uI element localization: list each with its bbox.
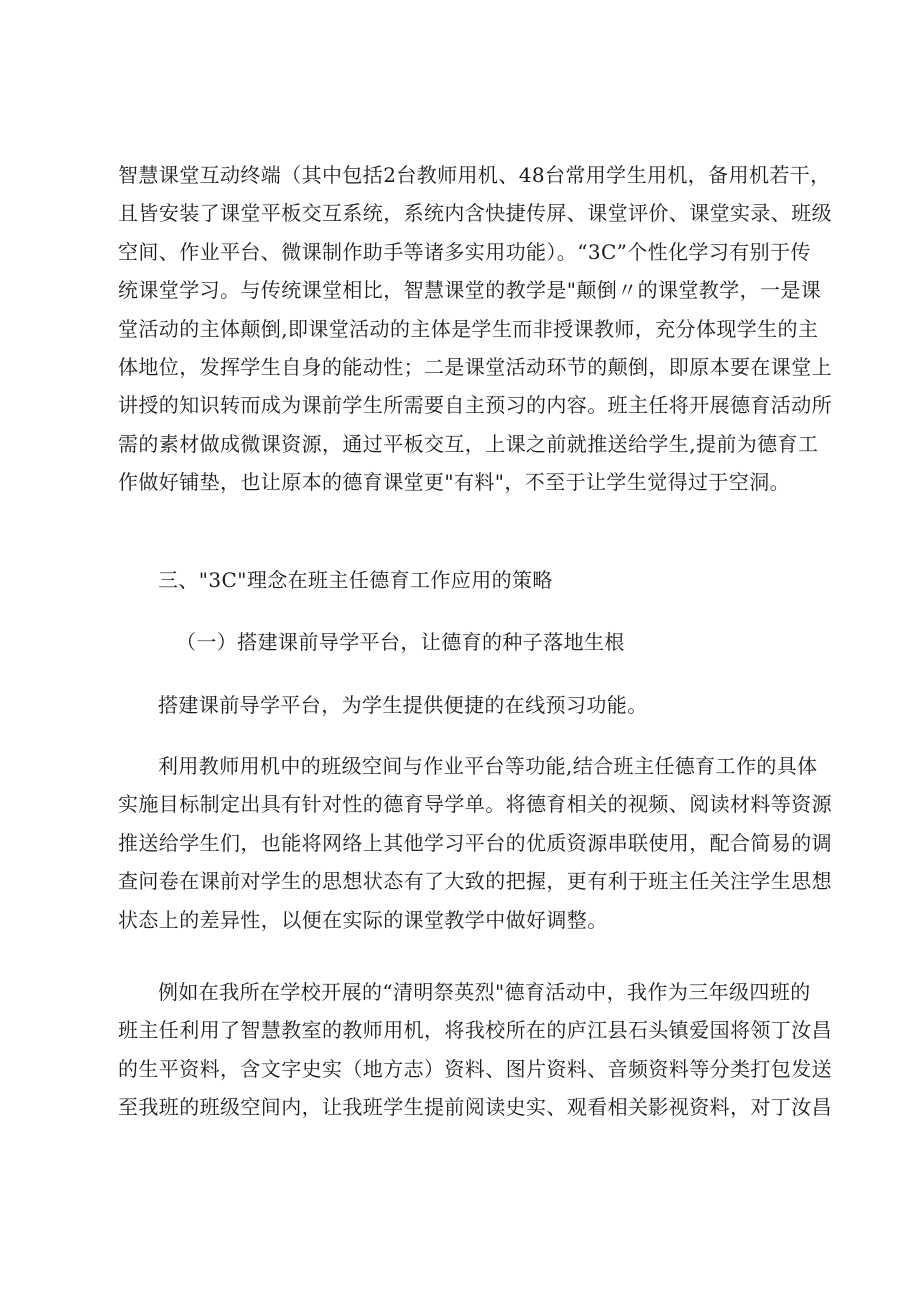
- paragraph-line: 体地位，发挥学生自身的能动性；二是课堂活动环节的颠倒，即原本要在课堂上: [118, 354, 832, 379]
- paragraph-line: 需的素材做成微课资源，通过平板交互，上课之前就推送给学生,提前为德育工: [118, 431, 819, 456]
- paragraph-line: 堂活动的主体颠倒,即课堂活动的主体是学生而非授课教师，充分体现学生的主: [118, 316, 819, 341]
- paragraph-line: 统课堂学习。与传统课堂相比，智慧课堂的教学是"颠倒〃的课堂教学，一是课: [118, 278, 822, 303]
- subsection-heading-text: （一）搭建课前导学平台，让德育的种子落地生根: [176, 630, 625, 654]
- paragraph-line: 利用教师用机中的班级空间与作业平台等功能,结合班主任德育工作的具体: [158, 754, 818, 778]
- section-heading-text: 三、"3C"理念在班主任德育工作应用的策略: [158, 568, 553, 592]
- paragraph-line: 实施目标制定出具有针对性的德育导学单。将德育相关的视频、阅读材料等资源: [118, 792, 832, 817]
- paragraph-line: 搭建课前导学平台，为学生提供便捷的在线预习功能。: [158, 693, 648, 717]
- paragraph-line: 作做好铺垫，也让原本的德育课堂更"有料"，不至于让学生觉得过于空洞。: [118, 470, 790, 495]
- paragraph-line: 空间、作业平台、微课制作助手等诸多实用功能）。“3C”个性化学习有别于传: [118, 239, 811, 264]
- paragraph-line: 班主任利用了智慧教室的教师用机，将我校所在的庐江县石头镇爱国将领丁汝昌: [118, 1018, 832, 1043]
- paragraph-platform-intro: [118, 686, 808, 724]
- paragraph-line: 推送给学生们，也能将网络上其他学习平台的优质资源串联使用，配合简易的调: [118, 830, 832, 855]
- section-heading: [118, 561, 808, 599]
- paragraph-line: 状态上的差异性，以便在实际的课堂教学中做好调整。: [118, 907, 608, 932]
- paragraph-example-activity: [118, 973, 832, 1127]
- paragraph-line: 且皆安装了课堂平板交互系统，系统内含快捷传屏、课堂评价、课堂实录、班级: [118, 201, 832, 226]
- paragraph-line: 讲授的知识转而成为课前学生所需要自主预习的内容。班主任将开展德育活动所: [118, 393, 832, 418]
- paragraph-line: 例如在我所在学校开展的“清明祭英烈"德育活动中，我作为三年级四班的: [158, 980, 811, 1004]
- paragraph-line: 智慧课堂互动终端（其中包括2台教师用机、48台常用学生用机，备用机若干，: [118, 163, 831, 187]
- paragraph-teacher-device: [118, 747, 832, 939]
- paragraph-smart-classroom: [118, 156, 832, 502]
- paragraph-line: 查问卷在课前对学生的思想状态有了大致的把握，更有利于班主任关注学生思想: [118, 869, 832, 894]
- paragraph-line: 至我班的班级空间内，让我班学生提前阅读史实、观看相关影视资料，对丁汝昌: [118, 1095, 832, 1120]
- paragraph-line: 的生平资料，含文字史实（地方志）资料、图片资料、音频资料等分类打包发送: [118, 1056, 832, 1081]
- subsection-heading: [118, 623, 808, 661]
